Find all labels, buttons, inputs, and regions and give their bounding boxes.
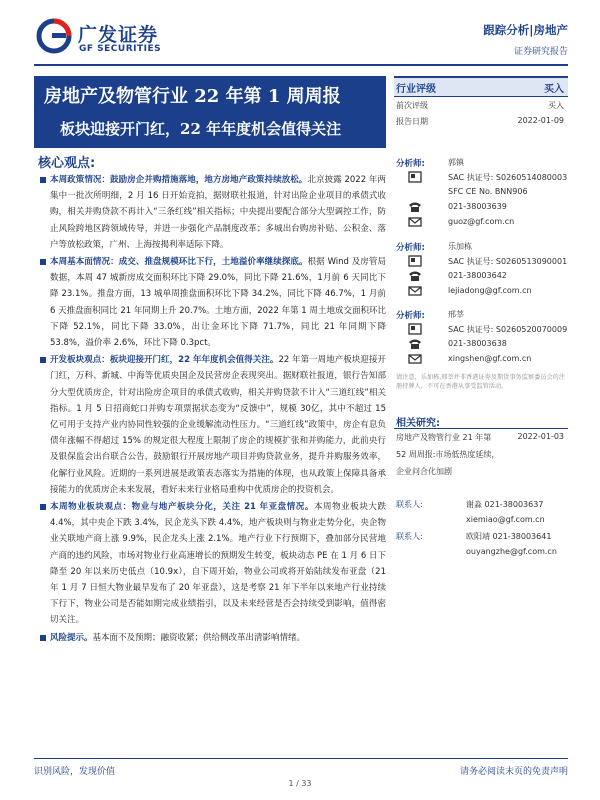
report-type: 证券研究报告 [513,47,568,57]
disclaimer-note: 请注意，乐加栋,邢莘并非香港证券及期货事务监察委员会的注册持牌人，不可在香港从事受监管活动。 [396,374,566,390]
analyst-name: 邢莘 [448,310,464,319]
analyst-label: 分析师: [396,243,425,253]
analyst-phone: 021-38003638 [448,339,507,348]
bullet-heading: 开发板块观点：板块迎接开门红，22 年年度机会值得关注。 [50,355,279,366]
bullet-policy [40,172,386,253]
prev-rating-value: 买入 [548,101,564,110]
bullet-development [40,352,386,498]
analyst-phone: 021-38003642 [448,271,507,280]
email-icon [408,216,422,228]
contact-label: 联系人: [396,532,423,541]
bullet-risk [40,630,386,646]
related-date: 2022-01-03 [517,432,564,441]
logo-text-en: GF SECURITIES [79,44,162,54]
analyst-email[interactable]: guoz@gf.com.cn [448,217,515,226]
company-logo [36,18,216,58]
related-line-2: 52 周周报:市场低热度延续， [396,450,500,459]
rating-label: 行业评级 [396,84,436,95]
bullet-heading: 本周基本面情况：成交、推盘规模环比下行，土地溢价率继续探底。 [50,257,308,268]
analyst-name: 乐加栋 [448,242,472,251]
id-card-icon [408,323,422,335]
bullet-property-mgmt [40,499,386,629]
title-banner [34,76,386,148]
contact-email[interactable]: ouyangzhe@gf.com.cn [466,547,557,556]
bullet-body: 根据 Wind 及房管局数据，本周 47 城新房成交面积环比下降 29.0%，同比下降 21.6%，1月前 6 天同比下降 23.1%。推盘方面，13 城单周推盘面积环比下降 34.2%，同比下降 46.7%，1 月前 6 天推盘面积同比 21 年同期上升 20.7%。土地方面，2022 年第 1 周土地成交面积环比下降 52.1%，同比下降 33.0%，出让金环比下降 71.7%，同比 21 年同期下降 53.8%，溢价率 2.6%，环比下降 0.3pct。 [50,257,386,349]
analyst-sac: SAC 执证号: S0260520070009 [448,325,568,334]
email-icon [408,285,422,297]
phone-icon [408,338,422,350]
analyst-block [394,308,568,368]
bullet-body: 北京披露 2022 年两集中一批次所明细，2 月 16 日开始竞拍，据财联社报道，针对出险企业项目的承债式收购，相关并购贷款不再计入“三条红线”相关指标；中央提出要配合部分大型调控工作，防止风险跨地区跨领域传导，并进一步强化产品制度改革；多城出台购房补贴、公积金、落户等放松政策，广州、上海按揭利率适际下降。 [50,175,386,250]
contact-value: 欧阳靖 021-38003641 [466,532,552,541]
report-title: 房地产及物管行业 22 年第 1 周周报 [44,86,341,107]
analyst-sac: SAC 执证号: S0260514080003 [448,173,568,182]
bullet-fundamentals [40,254,386,351]
bullet-heading: 本周政策情况：鼓励房企并购措施落地，地方房地产政策持续放松。 [50,175,308,185]
email-icon [408,353,422,365]
bullet-body: 基本面不及预期；融资收紧；供给侧改革出清影响情绪。 [92,632,306,643]
contact-value: 谢淼 021-38003637 [466,500,544,509]
bullet-heading: 本周物业板块观点：物业与地产板块分化，关注 21 年亚盘情况。 [50,502,314,513]
phone-icon [408,201,422,213]
related-title: 房地产及物管行业 21 年第 [396,433,492,442]
report-date-value: 2022-01-09 [517,116,564,125]
footer-divider [34,758,568,759]
related-line-3: 企业问合化加剧 [396,467,452,476]
contact-email[interactable]: xiemiao@gf.com.cn [466,515,545,524]
rating-panel [394,76,568,129]
logo-mark-icon [36,18,72,54]
id-card-icon [408,171,422,183]
related-research-label: 相关研究: [396,418,440,429]
page-number: 1 / 33 [288,779,312,788]
phone-icon [408,270,422,282]
prev-rating-row [394,97,568,113]
related-research-header [394,412,568,429]
analyst-sac: SAC 执证号: S0260513090001 [448,257,568,266]
id-card-icon [408,255,422,267]
analyst-email[interactable]: xingshen@gf.com.cn [448,354,532,363]
analyst-sfc: SFC CE No. BNN906 [448,187,528,196]
header-divider [34,64,568,66]
bullet-heading: 风险提示。 [50,632,93,643]
report-date-label: 报告日期 [396,117,428,126]
report-date-row [394,113,568,129]
bullet-body: 22 年第一周地产板块迎接开门红，万科、新城、中海等优质央国企及民营房企表现突出。据财联社报道，银行告知部分大型优质房企，针对出险房企项目的承债式收购，相关并购贷款不计入“三道红线”相关指标。1 月 5 日招商蛇口并购专项票据状态变为“反馈中”，规模 30亿，其中不超过 15 亿可用于支持产业内协同性较强的企业缓解流动性压力。“三道红线”政策中，房企有息负债年涨幅不得超过 15% 的规定很大程度上限制了房企的规模扩张和并购能力，此前央行及银保监会出台联合公告，鼓励银行开展房地产项目并购贷款业务，提升并购服务效率，化解行业风险。近期的一系列进展是政策表态落实为措施的体现，也从政策上保障具备承接能力的优质房企未来发展，看好未来行业格局重构中优质房企的投资机会。 [50,355,386,495]
logo-text-cn: 广发证券 [78,24,159,46]
footer-disclaimer: 请务必阅读末页的免责声明 [459,767,568,777]
analyst-label: 分析师: [396,159,425,169]
prev-rating-label: 前次评级 [396,101,428,110]
analyst-block [394,156,568,231]
core-views-title: 核心观点: [38,156,96,171]
header-right [483,22,568,57]
rating-header [394,76,568,97]
analyst-name: 郭镇 [448,158,464,167]
contact-label: 联系人: [396,500,423,509]
rating-value: 买入 [544,84,564,95]
report-category: 跟踪分析|房地产 [483,23,568,37]
related-research-item[interactable] [396,432,568,443]
analyst-email[interactable]: lejiadong@gf.com.cn [448,286,532,295]
analyst-label: 分析师: [396,311,425,321]
analyst-phone: 021-38003639 [448,202,507,211]
core-views-list [40,172,386,647]
report-subtitle: 板块迎接开门红，22 年年度机会值得关注 [60,120,342,138]
analyst-block [394,240,568,300]
contacts-block [394,497,568,561]
footer-slogan: 识别风险，发现价值 [34,767,116,777]
bullet-body: 本周物业板块大跌 4.4%，其中央企下跌 3.4%，民企龙头下跌 4.4%，地产板块则与物业走势分化，央企物业关联地产商上涨 9.9%，民企龙头上涨 2.1%。地产行业下行预期下，叠加部分民营地产商的违约风险，市场对物业行业高速增长的预期发生转变，板块动态 PE 在 1 月 6 日下降至 20 年以来历史低点（10.9x），自下周开始，物业公司或将开始陆续发布亚盘（21 年 1 月 7 日恒大物业最早发布了 20 年亚盘），这是考察 21 年下半年以来地产行业持续下行下，物业公司是否能如期完成业绩指引，以及未来经营是否会持续受到影响，值得密切关注。 [50,502,386,626]
